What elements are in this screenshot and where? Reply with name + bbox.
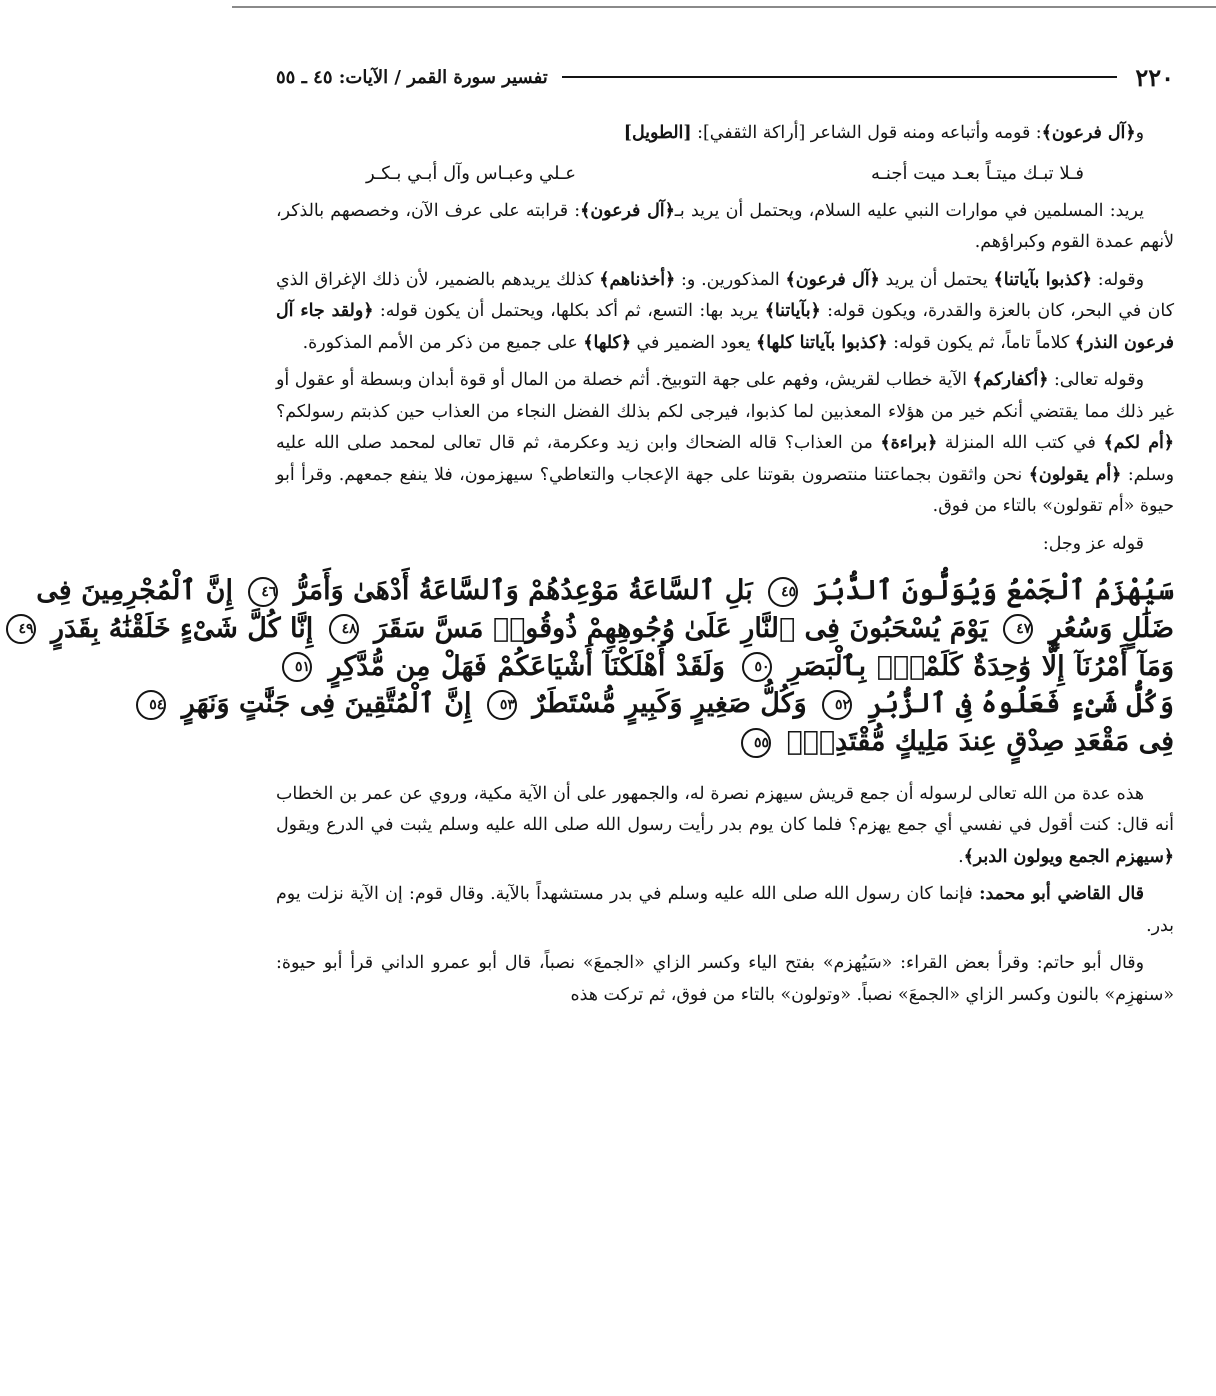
paragraph-7: وقال أبو حاتم: وقرأ بعض القراء: «سَيُهزم» بفتح الياء وكسر الزاي «الجمعَ» نصباً، قال أبو عمرو الداني قرأ أبو حيوة: «سنهزِم» بالنون وكسر الزاي «الجمعَ» نصباً. «وتولون» بالتاء من فوق، ثم تركت هذه: [276, 953, 1174, 1005]
ayah-number-marker: ٥٠: [742, 652, 772, 682]
paragraph-6: [276, 879, 1174, 942]
text: نحن واثقون بجماعتنا منتصرون بقوتنا على جهة الإعجاب والتعاطي؟ سيهزمون، فلا ينفع جمعهم. وقرأ أبو حيوة «أم تقولون» بالتاء من فوق.: [276, 464, 1174, 516]
text: كذلك يريدهم بالضمير، لأن ذلك الإغراق الذي كان في البحر، كان بالعزة والقدرة، ويكون قوله:: [276, 269, 1175, 321]
quran-term: ﴿آل فرعون﴾: [1041, 123, 1136, 143]
paragraph-2: [276, 196, 1174, 259]
scan-edge-line: [232, 6, 1216, 8]
text: .: [958, 846, 964, 867]
quran-text: إِنَّا كُلَّ شَىْءٍ خَلَقْنَٰهُ بِقَدَرٍ: [50, 612, 314, 644]
quran-line-4: [149, 685, 1174, 723]
text: الآية خطاب لقريش، وفهم على جهة التوبيخ. أثم خصلة من المال أو قوة أبدان وبسطة أو عقول أو غير ذلك مما يقتضي أنكم خير من هؤلاء المعذبين لما كذبوا، فيرجى لكم بذلك الفضل النجاء من العذاب حين كذبتم رسولكم؟: [276, 370, 1174, 422]
quran-line-1: [36, 572, 1174, 610]
quran-text: بَلِ ٱلسَّاعَةُ مَوْعِدُهُمْ وَٱلسَّاعَةُ أَدْهَىٰ وَأَمَرُّ: [293, 575, 753, 606]
text: وقوله تعالى:: [1048, 370, 1144, 390]
verse-second-hemistich: عـلي وعبـاس وآل أبـي بـكـر: [366, 162, 576, 184]
quran-term: ﴿كذبوا بآياتنا﴾: [993, 269, 1092, 290]
quran-text: وَلَقَدْ أَهْلَكْنَآ أَشْيَاعَكُمْ فَهَلْ مِن مُّدَّكِرٍ: [328, 650, 725, 682]
text: يحتمل أن يريد: [879, 269, 994, 290]
text: و: [1135, 123, 1144, 143]
verse-intro: قوله عز وجل:: [1042, 533, 1144, 554]
ayah-number-marker: ٤٨: [329, 614, 359, 644]
quran-text: فِى مَقْعَدِ صِدْقٍ عِندَ مَلِيكٍ مُّقْتَدِرٍۭ: [786, 726, 1174, 758]
ayah-number-marker: ٥١: [282, 652, 312, 682]
quran-text: إِنَّ ٱلْمُتَّقِينَ فِى جَنَّٰتٍ وَنَهَرٍ: [181, 688, 472, 720]
ayah-number-marker: ٤٦: [248, 577, 278, 607]
quran-term: ﴿آل فرعون﴾: [580, 200, 675, 221]
quran-text: ضَلَٰلٍ وَسُعُرٍ: [1048, 612, 1174, 644]
quran-term: ﴿آل فرعون﴾: [785, 269, 880, 290]
page-header: [276, 62, 1174, 92]
text: وقوله:: [1092, 269, 1144, 290]
quran-term: ﴿كذبوا بآياتنا كلها﴾: [756, 332, 888, 353]
quran-line-2: [18, 610, 1174, 648]
quran-term: ﴿سيهزم الجمع ويولون الدبر﴾: [963, 846, 1174, 867]
paragraph-3: [276, 265, 1174, 360]
quran-line-5: [276, 723, 1174, 761]
quran-line-3: [276, 648, 1174, 686]
text: : قومه وأتباعه ومنه قول الشاعر [أراكة الثقفي]:: [691, 123, 1042, 143]
quran-term: ﴿أخذناهم﴾: [599, 269, 676, 290]
ayah-number-marker: ٥٤: [136, 690, 166, 720]
quran-text: وَكُلُّ صَغِيرٍ وَكَبِيرٍ مُّسْتَطَرٌ: [532, 688, 807, 720]
quran-text: يَوْمَ يُسْحَبُونَ فِى ٱلنَّارِ عَلَىٰ وُجُوهِهِمْ ذُوقُوا۟ مَسَّ سَقَرَ: [374, 612, 988, 644]
text: في كتب الله المنزلة: [937, 433, 1104, 453]
ayah-number-marker: ٤٧: [1003, 614, 1033, 644]
verse-first-hemistich: فـلا تبـك ميتـاً بعـد ميت أجنـه: [870, 162, 1084, 184]
paragraph-5: [276, 779, 1174, 874]
ayah-number-marker: ٥٣: [487, 690, 517, 720]
quran-term: ﴿أكفاركم﴾: [972, 370, 1049, 390]
ayah-number-marker: ٤٥: [768, 577, 798, 607]
running-title: تفسير سورة القمر / الآيات: ٤٥ ـ ٥٥: [276, 66, 548, 88]
header-rule: [562, 76, 1118, 78]
ayah-number-marker: ٤٩: [6, 614, 36, 644]
text: : قرابته على عرف الآن، وخصصهم بالذكر، لأنهم عمدة القوم وكبراؤهم.: [276, 200, 1174, 252]
text: كلاماً تاماً، ثم يكون قوله:: [887, 332, 1075, 353]
text: فإنما كان رسول الله صلى الله عليه وسلم في بدر مستشهداً بالآية. وقال قوم: إن الآية نزلت يوم بدر.: [276, 884, 1174, 936]
text: يريد بها: التسع، ثم أكد بكلها، ويحتمل أن يكون قوله:: [373, 301, 765, 321]
paragraph-1: [276, 118, 1174, 150]
book-page: [18, 0, 1216, 1396]
text: المذكورين. و:: [675, 269, 786, 290]
text: هذه عدة من الله تعالى لرسوله أن جمع قريش سيهزم نصرة له، والجمهور على أن الآية مكية، وروي عن عمر بن الخطاب أنه قال: كنت أقول في نفسي أي جمع يهزم؟ فلما كان يوم بدر رأيت رسول الله صلى الله عليه وسلم يثبت في الدرع ويقول: [276, 783, 1174, 836]
page-number: ٢٢٠: [1135, 62, 1174, 92]
ayah-number-marker: ٥٢: [822, 690, 852, 720]
text: يريد: المسلمين في موارات النبي عليه السلام، ويحتمل أن يريد بـ: [674, 200, 1144, 221]
poetry-verse: [276, 156, 1174, 196]
quran-term: ﴿براءة﴾: [880, 433, 938, 453]
quran-text: وَمَآ أَمْرُنَآ إِلَّا وَٰحِدَةٌ كَلَمْحٍۭ بِٱلْبَصَرِ: [788, 650, 1175, 682]
quran-text: سَيُهْزَمُ ٱلْجَمْعُ وَيُوَلُّونَ ٱلدُّبُرَ: [813, 575, 1174, 606]
quran-verses-block: [18, 572, 1175, 761]
quran-text: إِنَّ ٱلْمُجْرِمِينَ فِى: [36, 575, 233, 606]
quran-term: ﴿ولقد جاء آل فرعون النذر﴾: [276, 301, 1174, 353]
ayah-number-marker: ٥٥: [741, 728, 771, 758]
quran-term: ﴿كلها﴾: [583, 332, 632, 353]
text: من العذاب؟ قاله الضحاك وابن زيد وعكرمة، ثم قال تعالى لمحمد صلى الله عليه وسلم:: [276, 433, 1174, 485]
quran-term: ﴿بآياتنا﴾: [764, 301, 821, 321]
quran-text: وَكُلُّ شَىْءٍ فَعَلُوهُ فِى ٱلزُّبُرِ: [867, 688, 1174, 720]
text: يعود الضمير في: [631, 332, 757, 353]
meter-label: [الطويل]: [623, 123, 692, 143]
quran-term: ﴿أم لكم﴾: [1103, 433, 1174, 453]
paragraph-4: [276, 365, 1174, 523]
text: على جميع من ذكر من الأمم المذكورة.: [302, 332, 584, 353]
quran-term: ﴿أم يقولون﴾: [1028, 464, 1122, 485]
author-label: قال القاضي أبو محمد:: [979, 884, 1144, 905]
page-body: [18, 118, 1175, 1017]
